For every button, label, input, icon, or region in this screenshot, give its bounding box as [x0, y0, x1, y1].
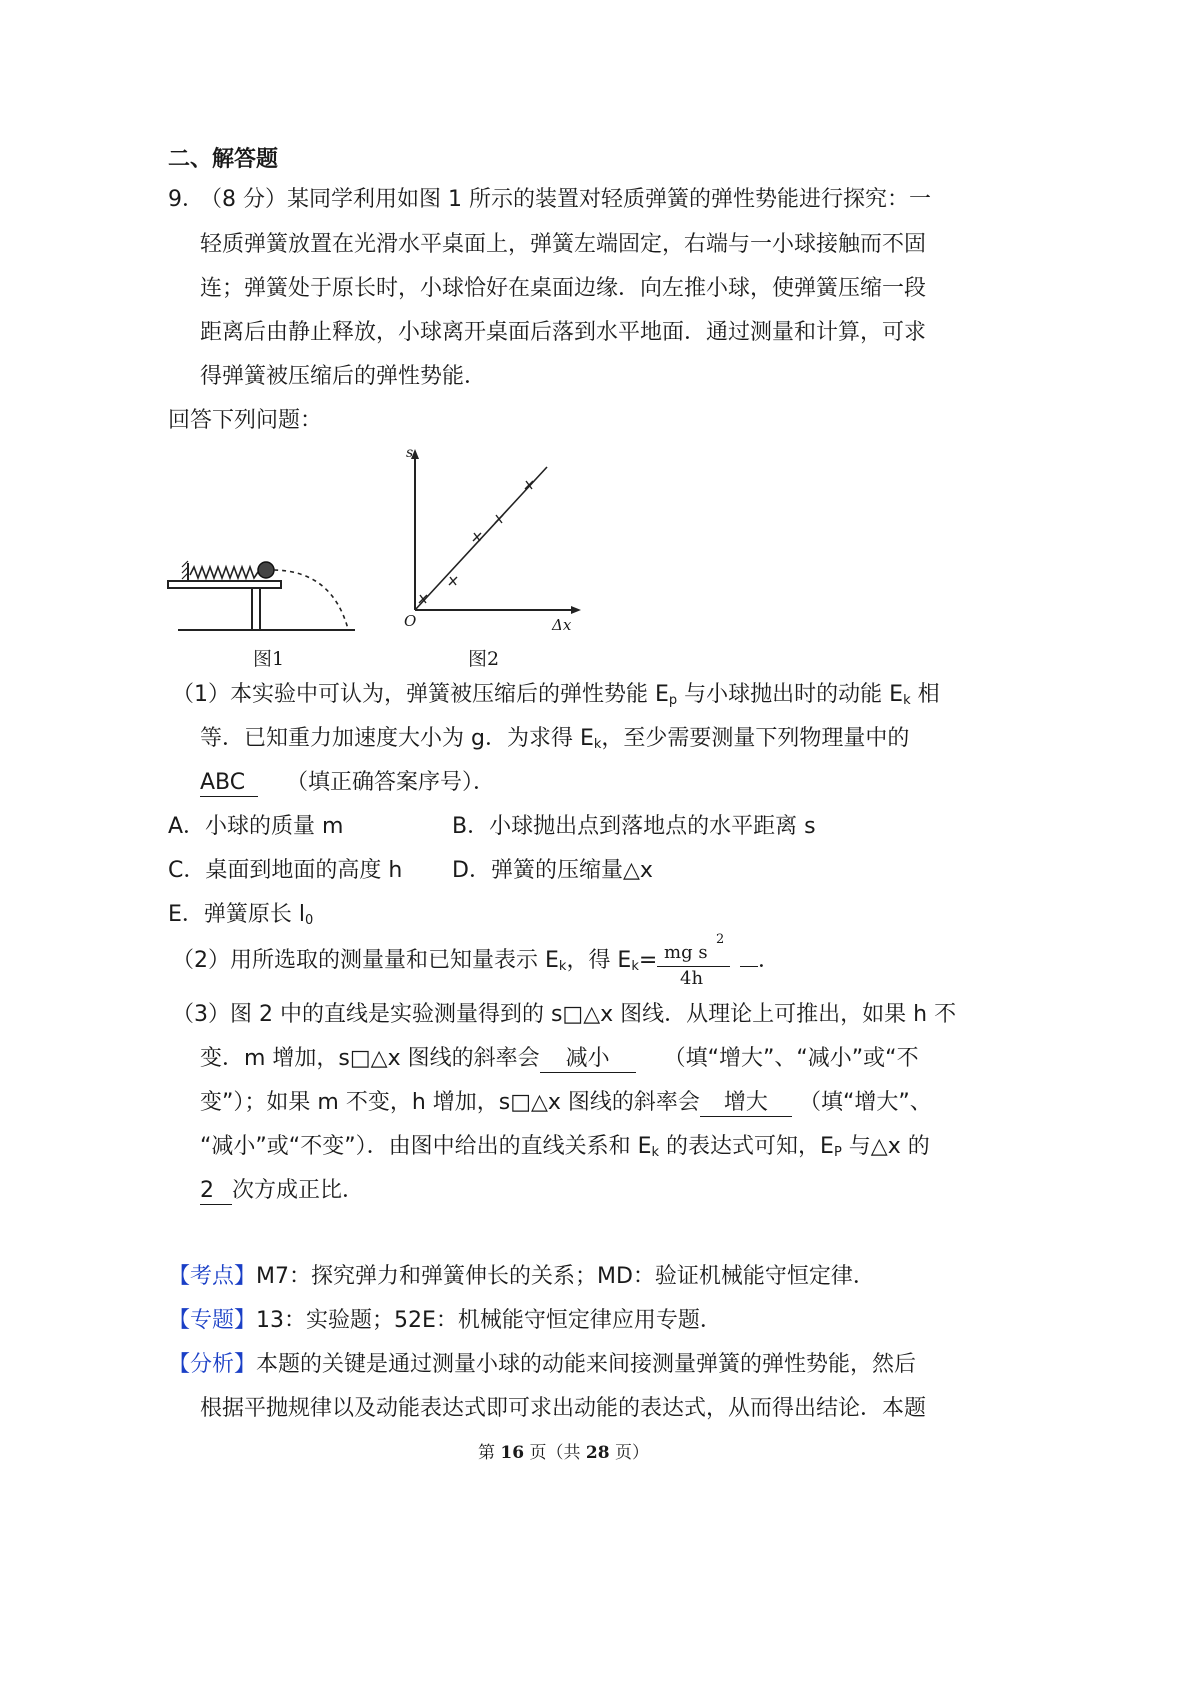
- option-b: B．小球抛出点到落地点的水平距离 s: [452, 814, 816, 839]
- fraction-bar: [662, 966, 730, 967]
- fraction-exponent: 2: [716, 932, 725, 947]
- part1-line-3: ABC （填正确答案序号）．: [200, 770, 495, 795]
- option-a: A．小球的质量 m: [168, 814, 344, 839]
- fenxi-tag: 【分析】: [168, 1352, 257, 1377]
- part3-answer-1: 减小: [540, 1046, 636, 1073]
- question-line-1: （8 分）某同学利用如图 1 所示的装置对轻质弹簧的弹性势能进行探究：一: [200, 187, 931, 212]
- part3-line-5: 2 次方成正比．: [200, 1178, 365, 1203]
- kaodian-tag: 【考点】: [168, 1264, 257, 1289]
- figure-2-caption: 图2: [468, 648, 500, 670]
- part3-line-2: 变．m 增加，s□△x 图线的斜率会 减小 （填“增大”、“减小”或“不: [200, 1046, 919, 1071]
- part2-line: （2）用所选取的测量量和已知量表示 $E_k$，得 $E_k=$: [172, 946, 677, 982]
- part1-line-1: （1）本实验中可认为，弹簧被压缩后的弹性势能 $E_p$ 与小球抛出时的动能 $E_k$ 相: [172, 682, 940, 708]
- note-zhuanti: 【专题】13：实验题；52E：机械能守恒定律应用专题．: [168, 1308, 722, 1333]
- part3-line-4: “减小”或“不变”）．由图中给出的直线关系和 $E_k$ 的表达式可知，$E_P$ 与△x 的: [200, 1134, 930, 1160]
- question-line-3: 连；弹簧处于原长时，小球恰好在桌面边缘．向左推小球，使弹簧压缩一段: [200, 276, 927, 301]
- page-footer: 第 16 页（共 28 页）: [478, 1443, 649, 1463]
- figure-1-apparatus: [160, 545, 360, 640]
- part3-answer-3: 2: [200, 1178, 232, 1205]
- note-fenxi-line-2: 根据平抛规律以及动能表达式即可求出动能的表达式，从而得出结论．本题: [200, 1396, 927, 1421]
- fraction-numerator: mg s: [664, 942, 708, 963]
- figure-2-y-axis-label: s: [406, 445, 414, 461]
- part2-answer-fraction: [660, 934, 738, 988]
- figure-2-origin-label: O: [404, 612, 417, 630]
- option-d: D．弹簧的压缩量△x: [452, 858, 653, 883]
- section-title: 二、解答题: [168, 147, 279, 172]
- note-kaodian: 【考点】M7：探究弹力和弹簧伸长的关系；MD：验证机械能守恒定律．: [168, 1264, 875, 1289]
- part1-line-2: 等．已知重力加速度大小为 g．为求得 $E_k$，至少需要测量下列物理量中的: [200, 726, 910, 752]
- page-number: 16: [500, 1443, 525, 1463]
- part3-line-3: 变”）；如果 m 不变，h 增加，s□△x 图线的斜率会 增大 （填“增大”、: [200, 1090, 932, 1115]
- figure-2-graph: [395, 445, 595, 640]
- question-prompt: 回答下列问题：: [168, 408, 323, 433]
- option-c: C．桌面到地面的高度 h: [168, 858, 403, 883]
- part1-answer: ABC: [200, 770, 258, 797]
- note-fenxi: 【分析】本题的关键是通过测量小球的动能来间接测量弹簧的弹性势能，然后: [168, 1352, 917, 1377]
- figure-2-x-axis-label: Δx: [552, 616, 572, 634]
- part3-line-1: （3）图 2 中的直线是实验测量得到的 s□△x 图线．从理论上可推出，如果 h 不: [172, 1002, 957, 1027]
- part3-answer-2: 增大: [700, 1090, 792, 1117]
- question-line-4: 距离后由静止释放，小球离开桌面后落到水平地面．通过测量和计算，可求: [200, 320, 927, 345]
- figure-1-caption: 图1: [253, 648, 285, 670]
- part2-end: ．: [740, 946, 780, 976]
- page-total: 28: [585, 1443, 610, 1463]
- option-e: E．弹簧原长 $l_0$: [168, 902, 314, 928]
- question-line-5: 得弹簧被压缩后的弹性势能．: [200, 364, 487, 389]
- fraction-denominator: 4h: [680, 968, 704, 989]
- zhuanti-tag: 【专题】: [168, 1308, 257, 1333]
- question-line-2: 轻质弹簧放置在光滑水平桌面上，弹簧左端固定，右端与一小球接触而不固: [200, 232, 927, 257]
- question-number: 9．: [168, 187, 204, 212]
